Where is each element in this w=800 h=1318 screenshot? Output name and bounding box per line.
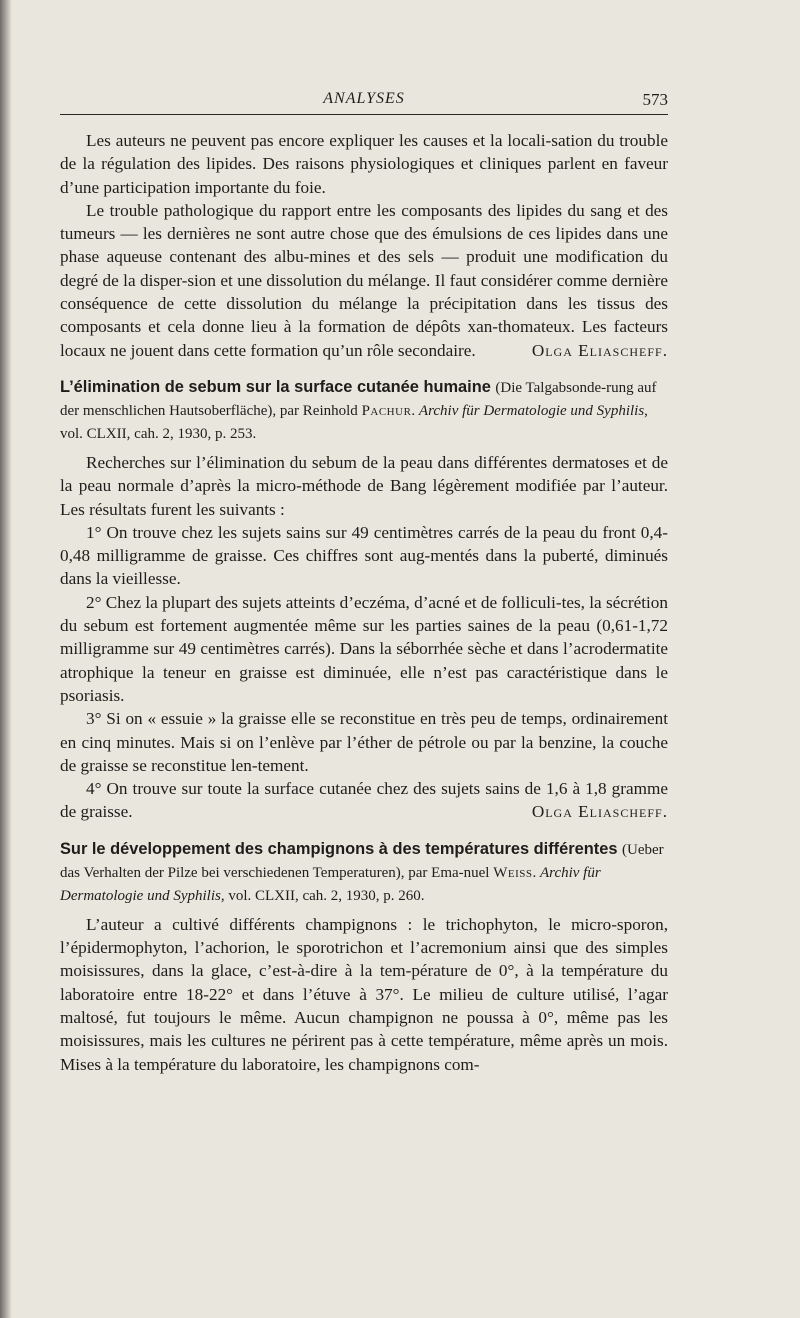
article-2-citation-sep: . [532, 864, 540, 881]
intro-paragraph: Les auteurs ne peuvent pas encore expliquer les causes et la locali-sation du trouble de la régulation des lipides. Des raisons physiologiques et cliniques parlent en faveur d’une participation importante du foie. [60, 131, 668, 197]
article-2-author: Weiss [493, 864, 533, 881]
article-1-paragraph [60, 777, 668, 824]
article-1-journal: Archiv für Dermatologie und Syphilis [418, 402, 645, 419]
article-1-body [60, 451, 668, 824]
article-1-author: Pachur [361, 402, 412, 419]
article-2-citation-start: (Ueber das Verhalten der Pilze bei verschiedenen Temperaturen), par Ema-nuel [60, 841, 664, 881]
intro-section [60, 129, 668, 362]
intro-paragraph-text: Le trouble pathologique du rapport entre les composants des lipides du sang et des tumeurs — les dernières ne sont autre chose que des émulsions de ces lipides dans une phase aqueuse contenant des albu-mines et des sels — produit une modification du degré de la disper-sion et une dissolution du mélange. Il faut considérer comme dernière conséquence de cette dissolution du mélange la précipitation dans les tissus des composants et cela donne lieu à la formation de dépôts xan-thomateux. Les facteurs locaux ne jouent dans cette formation qu’un rôle secondaire. [60, 200, 668, 360]
article-1-paragraph: 1° On trouve chez les sujets sains sur 49 centimètres carrés de la peau du front 0,4-0,48 milligramme de graisse. Ces chiffres sont aug-mentés dans la puberté, diminués dans la vieillesse. [60, 522, 668, 589]
article-1-signature: Olga Eliascheff. [531, 802, 668, 822]
article-1-paragraph: 3° Si on « essuie » la graisse elle se reconstitue en très peu de temps, ordinairement en cinq minutes. Mais si on l’enlève par l’éther de pétrole ou par la benzine, la couche de graisse se reconstitue len-tement. [60, 709, 668, 775]
running-title: ANALYSES [323, 90, 405, 107]
article-2-body [60, 913, 668, 1076]
article-2-journal: Archiv für Dermatologie und Syphilis [60, 864, 601, 904]
running-head [60, 88, 668, 115]
article-2-title [60, 838, 668, 907]
article-2-paragraph: L’auteur a cultivé différents champignons : le trichophyton, le micro-sporon, l’épidermophyton, l’achorion, le sporotrichon et l’acremonium ainsi que des simples moisissures, dans la glace, c’est-à-dire à la tem-pérature de 0°, à la température du laboratoire entre 18-22° et dans l’étuve à 37°. Le milieu de culture utilisé, l’agar maltosé, fut toujours le même. Aucun champignon ne poussa à 0°, même pas les moisissures, mais les cultures ne périrent pas à cette température, même après un mois. Mises à la température du laboratoire, les champignons com- [60, 914, 668, 1074]
page [60, 88, 668, 1076]
article-2-title-text: Sur le développement des champignons à des températures différentes [60, 839, 618, 858]
article-1-title [60, 376, 668, 445]
article-1-citation-start: (Die Talgabsonde-rung auf der menschlichen Hautsoberfläche), par Reinhold [60, 379, 657, 419]
article-1-paragraph-text: 4° On trouve sur toute la surface cutanée chez des sujets sains de 1,6 à 1,8 gramme de graisse. [60, 779, 668, 822]
page-number: 573 [642, 90, 668, 109]
article-1-reference: , vol. CLXII, cah. 2, 1930, p. 253. [60, 402, 648, 442]
article-1-paragraph: 2° Chez la plupart des sujets atteints d’eczéma, d’acné et de folliculi-tes, la sécrétion du sebum est fortement augmentée même sur les parties saines de la peau (0,61-1,72 milligramme sur 49 centimètres carrés). Dans la séborrhée sèche et dans l’acrodermatite atrophique la teneur en graisse est diminuée, elle n’est pas caractéristique dans le psoriasis. [60, 592, 668, 705]
article-1-title-text: L’élimination de sebum sur la surface cutanée humaine [60, 377, 491, 396]
article-1-paragraph: Recherches sur l’élimination du sebum de la peau dans différentes dermatoses et de la peau normale d’après la micro-méthode de Bang légèrement modifiée par l’auteur. Les résultats furent les suivants : [60, 452, 668, 519]
intro-signature: Olga Eliascheff. [531, 340, 668, 360]
book-spine-shadow [0, 0, 12, 1318]
intro-paragraph [60, 199, 668, 362]
article-2 [60, 838, 668, 1076]
article-1 [60, 376, 668, 824]
article-2-reference: , vol. CLXII, cah. 2, 1930, p. 260. [220, 887, 425, 904]
article-1-citation-sep: . [411, 402, 419, 419]
